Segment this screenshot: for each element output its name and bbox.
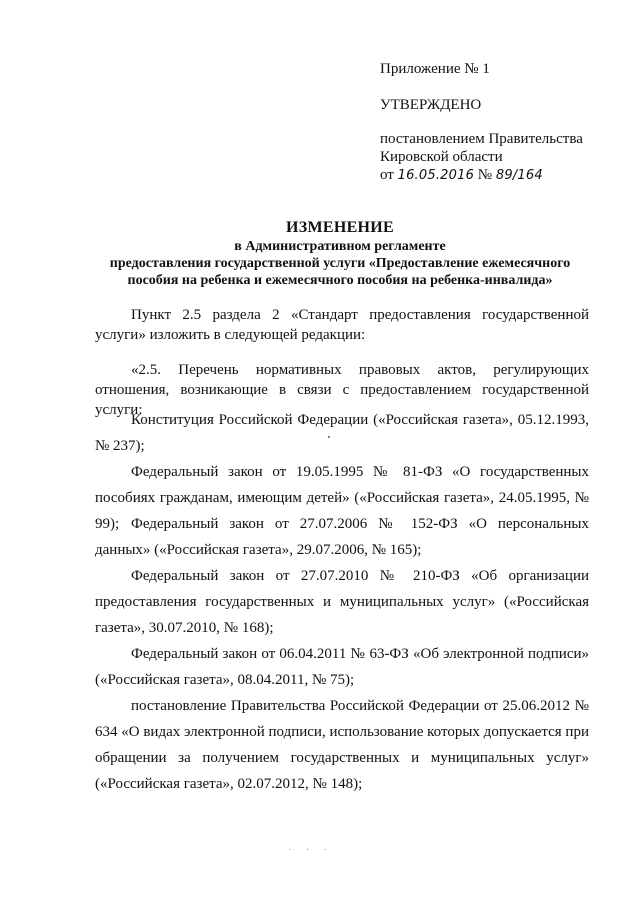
approved-stamp-text: УТВЕРЖДЕНО — [380, 97, 482, 113]
decree-number-handwritten: 89/164 — [495, 168, 543, 183]
decree-date-handwritten: 16.05.2016 — [397, 168, 475, 183]
title-main: ИЗМЕНЕНИЕ — [285, 219, 395, 236]
decree-number-prefix: № — [477, 167, 493, 183]
decree-line-1: постановлением Правительства — [380, 131, 583, 147]
title-line-3: предоставления государственной услуги «Предоставление ежемесячного — [109, 256, 571, 271]
decree-date-prefix: от — [380, 167, 394, 183]
paragraph-2: «2.5. Перечень нормативных правовых актов, регулирующих отношения, возникающие в связи с предоставлением государственной услуги: — [95, 362, 589, 418]
paragraph-3: Конституция Российской Федерации («Российская газета», 05.12.1993, № 237); — [95, 412, 589, 454]
title-line-4: пособия на ребенка и ежемесячного пособия на ребенка-инвалида» — [127, 273, 553, 288]
decree-date-line — [380, 166, 543, 185]
paragraph-6: Федеральный закон от 27.07.2010 № 210-ФЗ «Об организации предоставления государственных и муниципальных услуг» («Российская газета», 30.07.2010, № 168); — [95, 568, 589, 636]
scan-speck — [328, 436, 330, 438]
appendix-label: Приложение № 1 — [380, 61, 490, 77]
paragraph-1: Пункт 2.5 раздела 2 «Стандарт предоставления государственной услуги» изложить в следующей редакции: — [95, 307, 589, 343]
paragraph-8: постановление Правительства Российской Федерации от 25.06.2012 № 634 «О видах электронной подписи, использование которых допускается при обращении за получением государственных и муниципальных услуг» («Российская газета», 02.07.2012, № 148); — [95, 698, 589, 792]
scan-dots: · · · — [288, 845, 333, 856]
paragraph-5: Федеральный закон от 27.07.2006 № 152-ФЗ «О персональных данных» («Российская газета», 29.07.2006, № 165); — [95, 516, 589, 558]
title-line-2: в Административном регламенте — [234, 239, 446, 254]
paragraph-7: Федеральный закон от 06.04.2011 № 63-ФЗ «Об электронной подписи» («Российская газета», 08.04.2011, № 75); — [95, 646, 589, 688]
decree-line-2: Кировской области — [380, 149, 503, 165]
document-title — [60, 218, 620, 289]
paragraph-4: Федеральный закон от 19.05.1995 № 81-ФЗ «О государственных пособиях гражданам, имеющим детей» («Российская газета», 24.05.1995, № 99); — [95, 464, 589, 532]
